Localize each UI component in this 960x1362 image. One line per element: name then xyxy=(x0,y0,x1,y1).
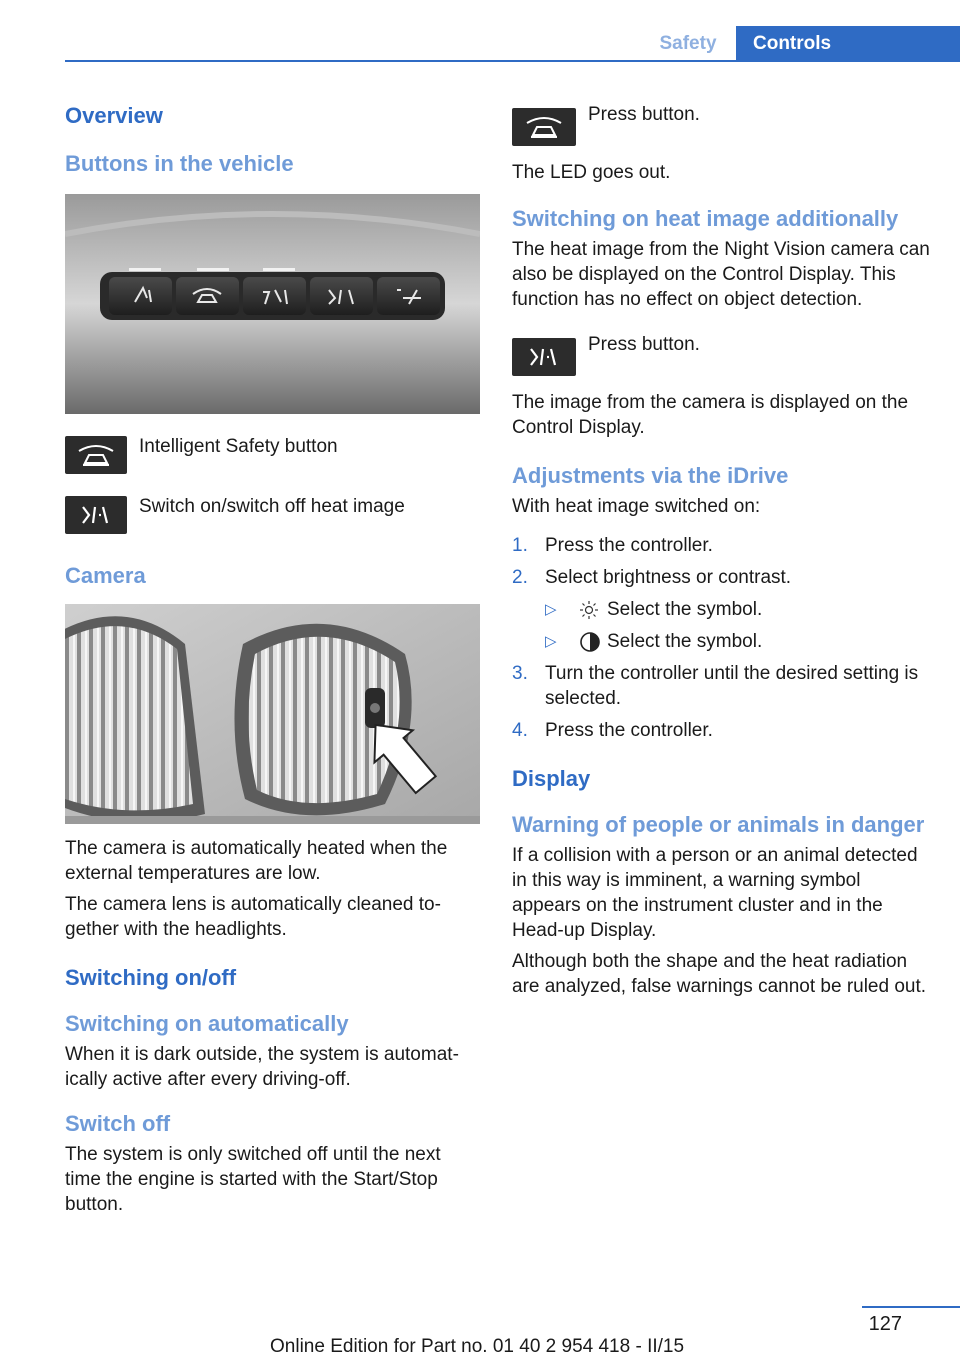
heat-image-icon-2 xyxy=(512,338,576,376)
heat-image-button-row xyxy=(65,496,480,534)
sub-step-text: Select the symbol. xyxy=(607,599,763,620)
heat-image-icon xyxy=(65,496,127,534)
step-number: 1. xyxy=(512,535,528,556)
step-number: 2. xyxy=(512,567,528,588)
sub-step-text: Select the symbol. xyxy=(607,631,763,652)
heat-image-paragraph: The heat image from the Night Vision camera can also be displayed on the Control Display. This function has no effect on object detection. xyxy=(512,239,930,310)
right-column xyxy=(512,100,932,999)
led-out-text: The LED goes out. xyxy=(512,162,671,183)
step-text: Turn the controller until the desired setting is selected. xyxy=(545,663,919,709)
switch-off-paragraph: The system is only switched off until the next time the engine is started with the Start/Stop button. xyxy=(65,1144,441,1215)
camera-paragraph-1: The camera is automatically heated when the external temperatures are low. xyxy=(65,838,448,884)
header-tab-safety[interactable]: Safety xyxy=(659,33,717,54)
step-number: 3. xyxy=(512,663,528,684)
auto-paragraph: When it is dark outside, the system is automatically active after every driving-off. xyxy=(65,1044,459,1090)
sub-list-item xyxy=(545,597,932,622)
page-number-rule xyxy=(862,1306,960,1308)
display-heading: Display xyxy=(512,766,591,791)
sub-list-item xyxy=(545,629,932,654)
left-column xyxy=(65,100,480,1217)
header-tab-controls[interactable]: Controls xyxy=(736,26,960,61)
list-item xyxy=(512,565,932,590)
heat-image-label: Switch on/switch off heat image xyxy=(139,496,405,517)
intelligent-safety-icon xyxy=(65,436,127,474)
switch-off-heading: Switch off xyxy=(65,1111,171,1136)
intelligent-safety-label: Intelligent Safety button xyxy=(139,436,338,457)
page-number: 127 xyxy=(868,1313,902,1335)
list-item xyxy=(512,661,932,711)
triangle-bullet: ▷ xyxy=(545,633,557,650)
auto-heading: Switching on automatically xyxy=(65,1011,349,1036)
warning-heading: Warning of people or animals in danger xyxy=(512,812,925,837)
switching-heading: Switching on/off xyxy=(65,965,237,990)
list-item xyxy=(512,533,932,558)
footer-edition: Online Edition for Part no. 01 40 2 954 418 - II/15 xyxy=(270,1336,685,1357)
header-rule xyxy=(65,60,960,62)
button-panel-photo xyxy=(65,194,480,414)
warning-paragraph-1: If a collision with a person or an animal detected in this way is imminent, a warning symbol appears on the instrument cluster and in the Head-up Display. xyxy=(512,845,918,941)
triangle-bullet: ▷ xyxy=(545,601,557,618)
camera-photo xyxy=(65,604,480,824)
press-button-row-2 xyxy=(512,334,932,376)
brightness-icon xyxy=(579,597,607,622)
list-item xyxy=(512,718,932,743)
intelligent-safety-icon-2 xyxy=(512,108,576,146)
idrive-heading: Adjustments via the iDrive xyxy=(512,463,789,488)
camera-heading: Camera xyxy=(65,563,146,588)
image-displayed-paragraph: The image from the camera is displayed on the Control Display. xyxy=(512,392,909,438)
press-button-label-1: Press button. xyxy=(588,104,700,125)
press-button-row-1 xyxy=(512,104,932,146)
contrast-icon xyxy=(579,629,607,654)
step-number: 4. xyxy=(512,720,528,741)
step-text: Press the controller. xyxy=(545,720,713,741)
overview-heading: Overview xyxy=(65,103,163,128)
idrive-paragraph: With heat image switched on: xyxy=(512,496,761,517)
warning-paragraph-2: Although both the shape and the heat radiation are analyzed, false warnings cannot be ruled out. xyxy=(512,951,927,997)
press-button-label-2: Press button. xyxy=(588,334,700,355)
buttons-heading: Buttons in the vehicle xyxy=(65,151,294,176)
intelligent-safety-button-row xyxy=(65,436,480,474)
camera-paragraph-2: The camera lens is automatically cleaned together with the headlights. xyxy=(65,894,441,940)
steps-list xyxy=(512,533,932,743)
step-text: Select brightness or contrast. xyxy=(545,567,792,588)
heat-image-heading: Switching on heat image additionally xyxy=(512,206,899,231)
step-text: Press the controller. xyxy=(545,535,713,556)
